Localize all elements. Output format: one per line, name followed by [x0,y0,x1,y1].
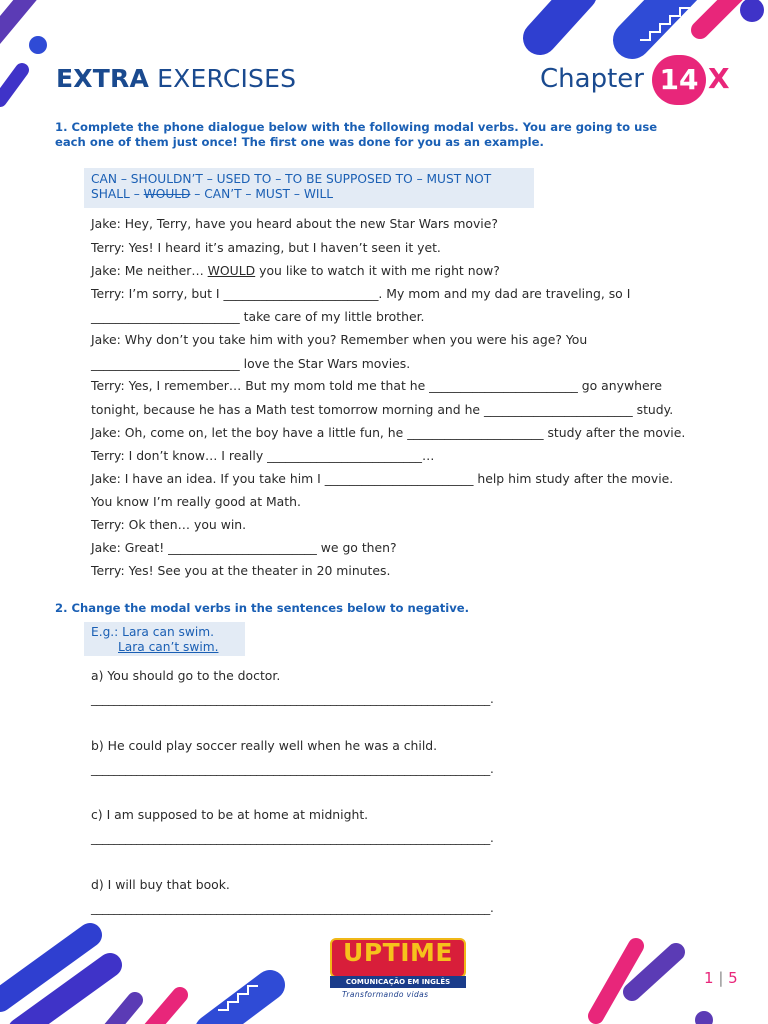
dialogue-line: Jake: I have an idea. If you take him I ________________________ help him study after the movie. [91,471,674,486]
answer-blank[interactable]: ______________________________________________________________________. [91,692,494,706]
dialogue-example-line [91,263,500,278]
dialogue-line: Terry: Ok then… you win. [91,517,247,532]
answer-blank[interactable]: ______________________________________________________________________. [91,762,494,776]
exercise-item: a) You should go to the doctor. [91,668,281,683]
uptime-logo [330,938,466,978]
title-rest: EXERCISES [157,64,297,93]
dialogue-line: You know I’m really good at Math. [91,494,301,509]
dialogue-line: ________________________ love the Star Wars movies. [91,356,411,371]
example-text: you like to watch it with me right now? [255,263,500,278]
example [91,625,218,655]
title-bold: EXTRA [56,64,150,93]
word-bank [91,172,491,202]
chapter-number-badge: 14 [652,55,706,105]
logo-subtitle: COMUNICAÇÃO EM INGLÊS [330,976,466,988]
dialogue-line: Jake: Why don’t you take him with you? Remember when you were his age? You [91,332,588,347]
exercise-1-title-line2: each one of them just once! The first one was done for you as an example. [55,135,544,149]
answer-blank[interactable]: ______________________________________________________________________. [91,901,494,915]
word-bank-line1: CAN – SHOULDN’T – USED TO – TO BE SUPPOSED TO – MUST NOT [91,172,492,186]
page-total: 5 [728,969,738,987]
dialogue-line: Terry: Yes! See you at the theater in 20 minutes. [91,563,391,578]
word-bank-line2 [91,187,491,202]
exercise-item: b) He could play soccer really well when he was a child. [91,738,438,753]
example-text: Jake: Me neither… [91,263,208,278]
struck-word: WOULD [143,187,191,201]
chapter-suffix: X [708,62,730,95]
chapter-label: Chapter [540,64,644,94]
page-number [704,969,738,987]
dialogue-line: Jake: Hey, Terry, have you heard about the new Star Wars movie? [91,216,498,231]
logo-tagline: Transformando vidas [342,990,429,999]
example-answer: WOULD [207,263,256,278]
word-bank-segment: SHALL – [91,187,144,201]
example-negative: Lara can’t swim. [118,640,219,654]
example-sentence: E.g.: Lara can swim. [91,625,214,639]
dialogue-line: Jake: Great! ________________________ we go then? [91,540,397,555]
page-title [56,64,296,93]
dialogue-line: Jake: Oh, come on, let the boy have a little fun, he ______________________ study after the movie. [91,425,686,440]
page-separator: | [718,969,724,987]
dialogue-line: ________________________ take care of my little brother. [91,309,425,324]
page-current: 1 [704,969,714,987]
exercise-2-title: 2. Change the modal verbs in the sentences below to negative. [55,601,470,615]
exercise-item: c) I am supposed to be at home at midnight. [91,807,369,822]
logo-text: UPTIME [343,938,453,967]
exercise-1-title [55,120,715,150]
dialogue-line: tonight, because he has a Math test tomorrow morning and he ________________________ study. [91,402,674,417]
dialogue-line: Terry: I don’t know… I really _________________________… [91,448,435,463]
dialogue-line: Terry: Yes, I remember… But my mom told me that he ________________________ go anywhere [91,378,663,393]
answer-blank[interactable]: ______________________________________________________________________. [91,831,494,845]
exercise-1-title-line1: 1. Complete the phone dialogue below with the following modal verbs. You are going to use [55,120,658,134]
word-bank-segment: – CAN’T – MUST – WILL [190,187,334,201]
dialogue-line: Terry: Yes! I heard it’s amazing, but I haven’t seen it yet. [91,240,441,255]
dialogue-line: Terry: I’m sorry, but I _________________________. My mom and my dad are traveling, so I [91,286,631,301]
exercise-item: d) I will buy that book. [91,877,230,892]
